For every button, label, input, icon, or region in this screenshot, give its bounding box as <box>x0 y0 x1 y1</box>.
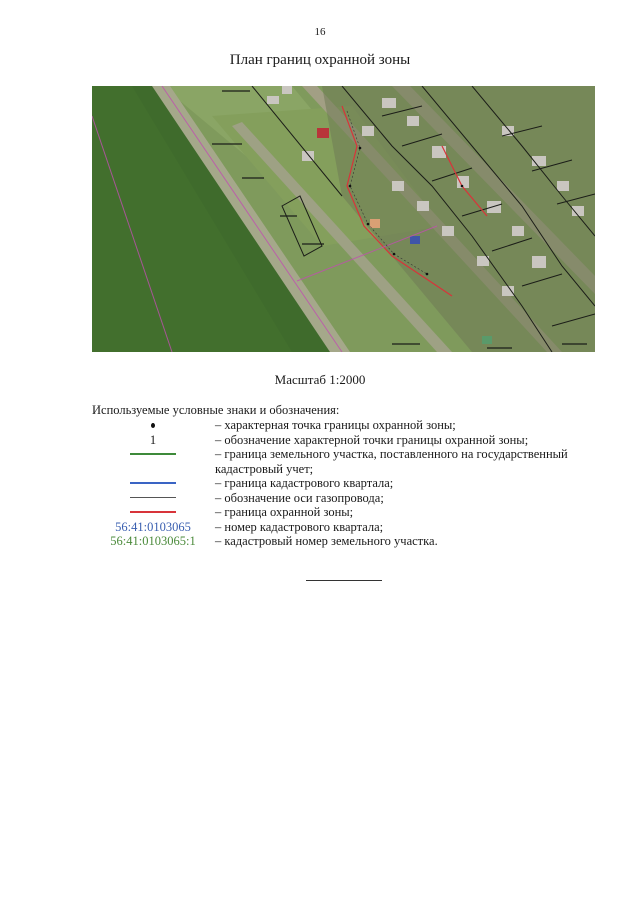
legend-symbol-text: 56:41:0103065 <box>115 519 191 534</box>
page-title: План границ охранной зоны <box>229 52 411 68</box>
legend-item-text: – граница охранной зоны; <box>215 505 354 519</box>
legend-item <box>92 433 602 448</box>
land-plot-line-symbol <box>92 447 214 462</box>
closing-rule <box>306 580 382 581</box>
legend-item <box>92 491 602 506</box>
page-number: 16 <box>314 26 326 38</box>
protection-zone-line-symbol <box>92 505 214 520</box>
legend-item-text: – граница земельного участка, поставленного на государственный кадастровый учет; <box>215 447 568 476</box>
legend <box>92 418 602 549</box>
legend-item-text: – обозначение характерной точки границы охранной зоны; <box>215 432 529 447</box>
boundary-point-symbol <box>92 418 214 433</box>
legend-item <box>92 534 602 549</box>
legend-heading: Используемые условные знаки и обозначения: <box>92 403 340 417</box>
legend-item <box>92 418 602 433</box>
cadastral-block-line-symbol <box>92 476 214 491</box>
legend-item <box>92 447 602 476</box>
legend-item-text: – характерная точка границы охранной зоны; <box>215 418 456 432</box>
satellite-map <box>92 86 595 352</box>
gas-pipeline-axis-symbol <box>92 491 214 506</box>
legend-symbol-text: 1 <box>149 432 157 447</box>
legend-item-text: – граница кадастрового квартала; <box>215 476 394 490</box>
legend-symbol-text: 56:41:0103065:1 <box>110 534 196 548</box>
legend-item-text: – кадастровый номер земельного участка. <box>215 534 438 548</box>
point-label-symbol <box>92 433 214 448</box>
legend-item-text: – номер кадастрового квартала; <box>215 519 384 534</box>
legend-item <box>92 520 602 535</box>
cadastral-block-number-symbol <box>92 520 214 535</box>
legend-item <box>92 476 602 491</box>
legend-item-text: – обозначение оси газопровода; <box>215 490 384 505</box>
map-scale: Масштаб 1:2000 <box>274 372 366 387</box>
cadastral-plot-number-symbol <box>92 534 214 549</box>
legend-item <box>92 505 602 520</box>
